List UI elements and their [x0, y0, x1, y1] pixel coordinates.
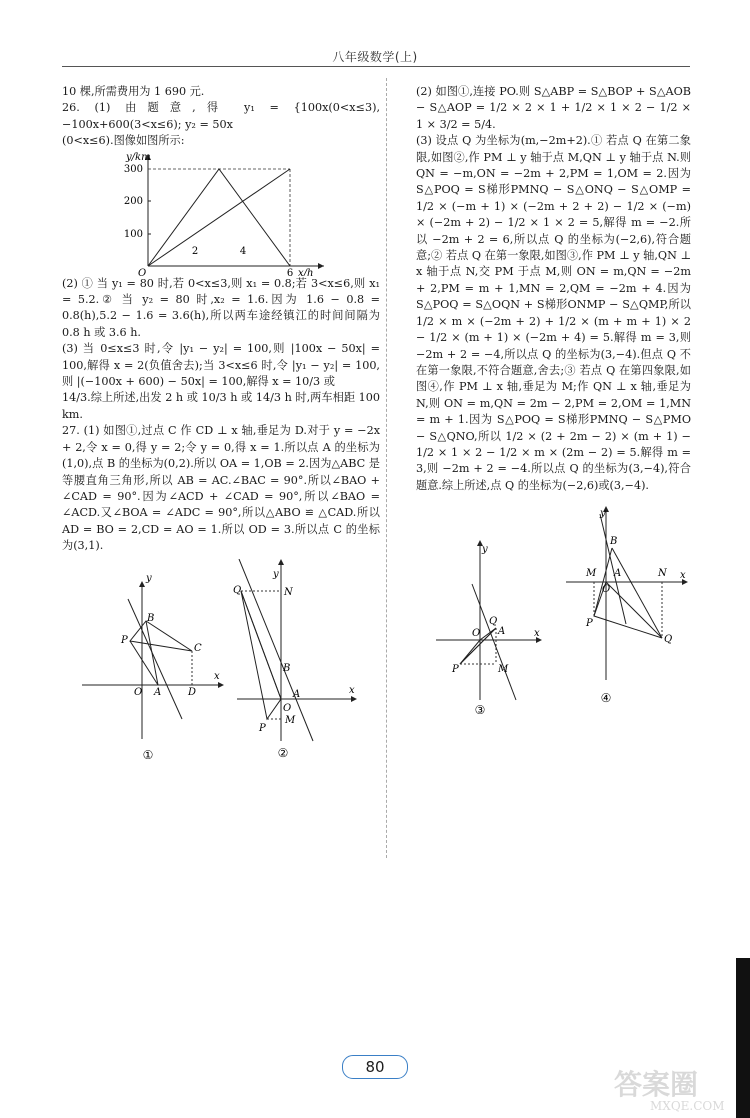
svg-text:x: x: [214, 670, 220, 682]
y-tick-200: 200: [123, 195, 143, 207]
svg-text:A: A: [293, 688, 301, 700]
svg-text:N: N: [284, 586, 293, 598]
svg-text:Q: Q: [664, 634, 673, 646]
svg-text:y: y: [600, 508, 606, 520]
svg-text:y: y: [482, 544, 488, 556]
fig2-caption: ②: [277, 745, 289, 759]
svg-text:A: A: [498, 626, 506, 638]
svg-text:M: M: [285, 714, 296, 726]
svg-text:N: N: [658, 568, 667, 580]
q27-part2: (2) 如图①,连接 PO.则 S△ABP = S△BOP + S△AOB − S△AOP = 1/2 × 2 × 1 + 1/2 × 1 × 2 − 1/2 × 1 × 3/2 = 5/4.: [416, 85, 691, 131]
q26-part1-b: (0<x≤6).图像如图所示:: [62, 134, 185, 148]
q26-part3: (3) 当 0≤x≤3 时,令 |y₁ − y₂| = 100,则 |100x − 50x| = 100,解得 x = 2(负值舍去);当 3<x≤6 时,令 |y₁ − y₂| = 100,则 |(−100x + 600) − 50x| = 100,解得 x = 10/3 或: [62, 342, 380, 389]
q27-figures-right: [416, 504, 691, 714]
svg-text:O: O: [134, 686, 143, 698]
fig3-caption: ③: [474, 703, 486, 715]
svg-text:Q: Q: [489, 616, 498, 628]
svg-text:M: M: [586, 568, 597, 580]
header-rule: [62, 66, 690, 67]
svg-text:A: A: [614, 568, 622, 580]
watermark-logo: [610, 1062, 740, 1114]
x-tick-4: 4: [239, 245, 247, 257]
svg-text:答案圈: 答案圈: [614, 1068, 699, 1101]
header-title: 八年级数学(上): [332, 50, 418, 64]
page-edge-strip: [736, 958, 750, 1118]
q26-graph: [62, 150, 380, 276]
svg-text:x: x: [680, 570, 686, 582]
q26-part2: (2) ① 当 y₁ = 80 时,若 0<x≤3,则 x₁ = 0.8;若 3<x≤6,则 x₁ = 5.2.② 当 y₂ = 80 时,x₂ = 1.6.因为 1.6 − 0.8 = 0.8(h),5.2 − 1.6 = 3.6(h),所以两车途经镇江的时间间隔为 0.8 h 或 3.6 h.: [62, 276, 380, 339]
svg-text:B: B: [283, 662, 291, 674]
y-tick-300: 300: [123, 163, 143, 175]
q26-part1: 26. (1) 由题意,得 y₁ = {100x(0<x≤3), −100x+600(3<x≤6); y₂ = 50x: [62, 101, 380, 131]
svg-text:M: M: [498, 664, 509, 676]
svg-text:O: O: [602, 584, 611, 596]
fig4-caption: ④: [600, 691, 612, 706]
svg-text:D: D: [188, 686, 197, 698]
svg-text:B: B: [610, 536, 618, 548]
q27-part1: 27. (1) 如图①,过点 C 作 CD ⊥ x 轴,垂足为 D.对于 y = −2x + 2,令 x = 0,得 y = 2;令 y = 0,得 x = 1.所以点 A 的坐标为(1,0),点 B 的坐标为(0,2).所以 OA = 1,OB = 2.因为△ABC 是等腰直角三角形,所以 AB = AC.∠BAC = 90°.所以∠BAO + ∠CAD = 90°.因为∠ACD + ∠CAD = 90°,所以∠BAO = ∠ACD.又∠BOA = ∠ADC = 90°,所以△ABO ≌ △CAD.所以 AD = BO = 2,CD = AO = 1.所以 OD = 3.所以点 C 的坐标为(3,1).: [62, 424, 380, 553]
svg-text:A: A: [154, 686, 162, 698]
svg-text:P: P: [121, 634, 128, 646]
svg-text:O: O: [283, 702, 292, 714]
y-tick-100: 100: [123, 228, 143, 240]
x-tick-6: 6: [286, 267, 294, 276]
svg-text:MXQE.COM: MXQE.COM: [650, 1099, 725, 1113]
svg-text:P: P: [259, 722, 266, 734]
svg-text:y: y: [273, 568, 279, 580]
q27-part3: (3) 设点 Q 为坐标为(m,−2m+2).① 若点 Q 在第二象限,如图②,作 PM ⊥ y 轴于点 M,QN ⊥ y 轴于点 N.则 QN = −m,ON = −2m + 2,PM = 1,OM = 2.因为 S△POQ = S梯形PMNQ − S△ONQ − S△OMP = 1/2 × (−m + 1) × (−2m + 2 + 2) − 1/2 × (−m) × (−2m + 2) − 1/2 × 1 × 2 = 5,解得 m = −2.所以 −2m + 2 = 6,所以点 Q 的坐标为(−2,6),符合题意;② 若点 Q 在第一象限,如图③,作 PM ⊥ y 轴,QN ⊥ x 轴于点 N,交 PM 于点 M,则 ON = m,QN = −2m + 2,PM = m + 1,MN = 2,QM = −2m + 4.因为 S△POQ = S△OQN + S梯形ONMP − S△QMP,所以 1/2 × m × (−2m + 2) + 1/2 × (m + m + 1) × 2 − 1/2 × (m + 1) × (−2m + 4) = 5.解得 m = 3,则 −2m + 2 = −4,所以点 Q 的坐标为(3,−4).但点 Q 不在第一象限,不符合题意,舍去;③ 若点 Q 在第四象限,如图④,作 PM ⊥ x 轴,垂足为 M;作 QN ⊥ x 轴,垂足为 N,则 ON = m,QN = 2m − 2,PM = 2,OM = 1,MN = m + 1.因为 S△POQ = S梯形PMNQ − S△PMO − S△QNO,所以 1/2 × (2 + 2m − 2) × (m + 1) − 1/2 × 1 × 2 − 1/2 × m × (2m − 2) = 5.解得 m = 3,则 −2m + 2 = −4.所以点 Q 的坐标为(3,−4),符合题意.综上所述,点 Q 的坐标为(−2,6)或(3,−4).: [416, 134, 691, 492]
right-column: [416, 84, 691, 714]
svg-text:Q: Q: [233, 584, 242, 596]
svg-text:P: P: [452, 664, 459, 676]
svg-text:C: C: [194, 642, 202, 654]
q26-part3-b: 14/3.综上所述,出发 2 h 或 10/3 h 或 14/3 h 时,两车相距 100 km.: [62, 391, 380, 421]
x-axis-label: x/h: [298, 267, 314, 276]
fig1-caption: ①: [142, 747, 154, 759]
svg-text:x: x: [534, 628, 540, 640]
page-header: [0, 0, 750, 66]
y-axis-label: y/km: [126, 151, 151, 163]
page-number-badge: [342, 1055, 407, 1079]
page-number: 80: [365, 1058, 385, 1076]
column-divider: [386, 78, 387, 858]
svg-text:B: B: [147, 612, 155, 624]
left-column: [62, 84, 380, 759]
svg-text:y: y: [146, 572, 152, 584]
svg-text:x: x: [349, 684, 355, 696]
svg-text:O: O: [472, 628, 481, 640]
q27-figures-left: [62, 559, 380, 759]
q25-tail: 10 棵,所需费用为 1 690 元.: [62, 85, 205, 98]
x-tick-2: 2: [191, 245, 199, 257]
origin-label: O: [138, 267, 147, 276]
svg-text:P: P: [586, 618, 593, 630]
